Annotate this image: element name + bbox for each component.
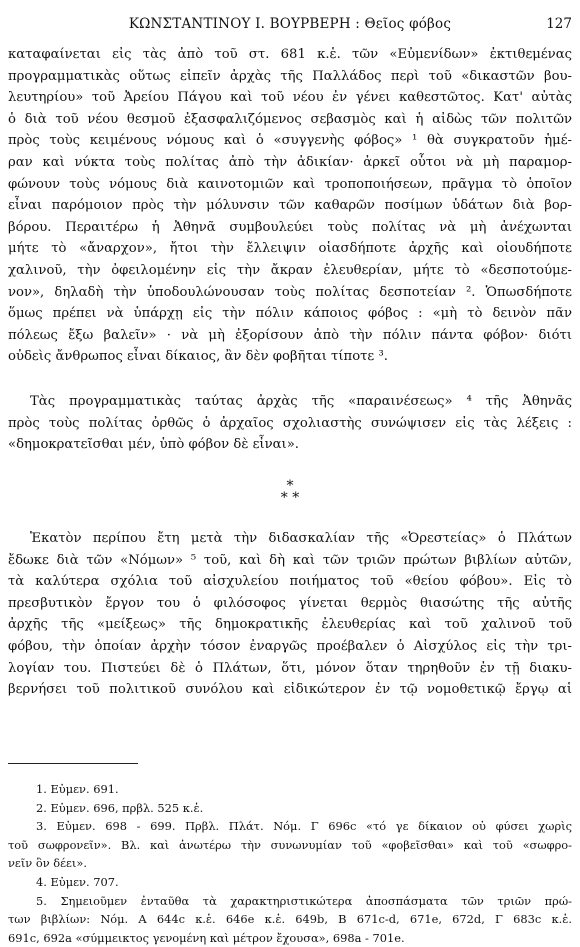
- text-line: χαλινοῦ, τὴν ὀφειλομένην εἰς τὴν ἄκραν ἐλευθερίαν, μήτε τὸ «δεσποτούμε-: [8, 262, 572, 278]
- text-line: φόβου, τὴν ὁποίαν ἀρχὴν τόσον ἐναργῶς προέβαλεν ὁ Αἰσχύλος εἰς τὴν τρι-: [8, 638, 572, 654]
- footnote-5-cont: των βιβλίων: Νόμ. Α 644c κ.ἑ. 646e κ.ἑ. 649b, Β 671c-d, 671e, 672d, Γ 683c κ.ἑ.: [8, 912, 572, 927]
- footnote-5: 5. Σημειοῦμεν ἐνταῦθα τὰ χαρακτηριστικώτερα ἀποσπάσματα τῶν τριῶν πρώ-: [36, 893, 572, 908]
- text-line: λογίαν του. Πιστεύει δὲ ὁ Πλάτων, ὅτι, μόνον ὅταν τηρηθοῦν ἐν τῇ διακυ-: [8, 660, 572, 676]
- footnote-2: 2. Εὐμεν. 696, πρβλ. 525 κ.ἑ.: [36, 800, 204, 815]
- footnote-rule: [8, 763, 138, 764]
- page-number: 127: [546, 16, 572, 32]
- text-line: πρὸς τοὺς κειμένους νόμους καὶ ὁ «συγγενὴς φόβος» ¹ θὰ συγκρατοῦν ἡμέ-: [8, 133, 572, 149]
- text-line: τὰ καλύτερα σχόλια τοῦ αἰσχυλείου ποιήματος τοῦ «θείου φόβου». Εἰς τὸ: [8, 574, 572, 590]
- text-line: φώνουν τοὺς νόμους διὰ καινοτομιῶν καὶ τροποποιήσεων, πρᾶγμα τὸ ὁποῖον: [8, 176, 572, 192]
- text-line: λευτηρίου» τοῦ Ἀρείου Πάγου καὶ τοῦ νέου ἐν γένει καθεστῶτος. Κατ' αὐτὰς: [8, 90, 572, 106]
- text-line: μήτε τὸ «ἄναρχον», ἤτοι τὴν ἔλλειψιν οἱασδήποτε ἀρχῆς καὶ οἱουδήποτε: [8, 241, 572, 257]
- section-separator: [0, 480, 580, 504]
- text-line: εἶναι παρόμοιον πρὸς τὴν μόλυνσιν τῶν καθαρῶν ποσίμων ὑδάτων διὰ βορ-: [8, 198, 572, 214]
- text-line: οὐδεὶς ἄνθρωπος εἶναι δίκαιος, ἂν δὲν φοβῆται τίποτε ³.: [8, 349, 388, 365]
- text-line: νον», δηλαδὴ τὴν ὑποδουλώνουσαν τοὺς πολίτας δεσποτείαν ². Ὁπωσδήποτε: [8, 284, 572, 300]
- paragraph-3: [8, 528, 572, 701]
- footnote-3-end: νεῖν ὃν δέει».: [8, 856, 87, 871]
- text-line: καταφαίνεται εἰς τὰς ἀπὸ τοῦ στ. 681 κ.ἑ. τῶν «Εὐμενίδων» ἐκτιθεμένας: [8, 47, 572, 62]
- running-head: ΚΩΝΣΤΑΝΤΙΝΟΥ Ι. ΒΟΥΡΒΕΡΗ : Θεῖος φόβος: [128, 16, 452, 32]
- separator-star: *: [286, 478, 294, 494]
- text-line: ἔδωκε διὰ τῶν «Νόμων» ⁵ τοῦ, καὶ δὴ καὶ τῶν τριῶν πρώτων βιβλίων αὐτῶν,: [8, 552, 572, 568]
- paragraph-2: [8, 391, 572, 456]
- text-line: «δημοκρατεῖσθαι μέν, ὑπὸ φόβον δὲ εἶναι».: [8, 437, 299, 453]
- page-header: [0, 14, 580, 34]
- footnote-1: 1. Εὐμεν. 691.: [36, 782, 119, 796]
- paragraph-1: [8, 44, 572, 368]
- text-line: Ἑκατὸν περίπου ἔτη μετὰ τὴν διδασκαλίαν τῆς «Ὀρεστείας» ὁ Πλάτων: [30, 531, 572, 546]
- text-line: πρὸς τοὺς πολίτας ὀρθῶς ὁ ἀρχαῖος σχολιαστὴς συνώψισεν εἰς τὰς λέξεις :: [8, 415, 572, 431]
- text-line: βερνήσει τοῦ πολιτικοῦ συνόλου καὶ εἰδικώτερον ἐν τῷ νομοθετικῷ ἔργῳ αἱ: [8, 682, 572, 698]
- text-line: Τὰς προγραμματικὰς ταύτας ἀρχὰς τῆς «παραινέσεως» ⁴ τῆς Ἀθηνᾶς: [30, 394, 572, 409]
- text-line: ἀρχῆς τῆς «μείξεως» τῆς δημοκρατικῆς ἐλευθερίας καὶ τοῦ χαλινοῦ τοῦ: [8, 617, 572, 633]
- text-line: βόρου. Περαιτέρω ἡ Ἀθηνᾶ συμβουλεύει τοὺς πολίτας νὰ μὴ ἀνέχωνται: [8, 219, 572, 235]
- text-line: ραν καὶ νύκτα τοὺς πολίτας ἀπὸ τὴν ἀδικίαν· ἀρκεῖ οὗτοι νὰ μὴ παραμορ-: [8, 154, 572, 170]
- text-line: ὁ διὰ τοῦ νέου θεσμοῦ ἐξασφαλιζόμενος σεβασμὸς καὶ ἡ αἰδὼς τῶν πολιτῶν: [8, 111, 572, 127]
- footnote-4: 4. Εὐμεν. 707.: [36, 874, 119, 889]
- footnote-5-end: 691c, 692a «σύμμεικτος γενομένη καὶ μέτρον ἔχουσα», 698a - 701e.: [8, 930, 405, 945]
- footnotes: [8, 780, 572, 947]
- text-line: προγραμματικὰς οὕτως εἰπεῖν ἀρχὰς τῆς Παλλάδος περὶ τοῦ «δικαστῶν βου-: [8, 68, 572, 84]
- footnote-3-cont: τοῦ σωφρονεῖν». Βλ. καὶ ἀνωτέρω τὴν συνωνυμίαν τοῦ «φοβεῖσθαι» καὶ τοῦ «σωφρο-: [8, 837, 572, 852]
- footnote-3: 3. Εὐμεν. 698 - 699. Πρβλ. Πλάτ. Νόμ. Γ 696c «τό γε δίκαιον οὐ φύσει χωρὶς: [36, 819, 572, 834]
- text-line: πόλεως ἔξω βαλεῖν» · νὰ μὴ ἐξορίσουν ἀπὸ τὴν πόλιν πάντα φόβον· διότι: [8, 327, 572, 343]
- text-line: ὅμως πρέπει νὰ ὑπάρχῃ εἰς τὴν πόλιν κάποιος φόβος : «μὴ τὸ δεινὸν πᾶν: [8, 306, 572, 322]
- text-line: πρεσβυτικὸν ἔργον του ὁ φιλόσοφος γίνεται θερμὸς θιασώτης τῆς αὐτῆς: [8, 595, 572, 611]
- separator-stars: * *: [280, 490, 300, 506]
